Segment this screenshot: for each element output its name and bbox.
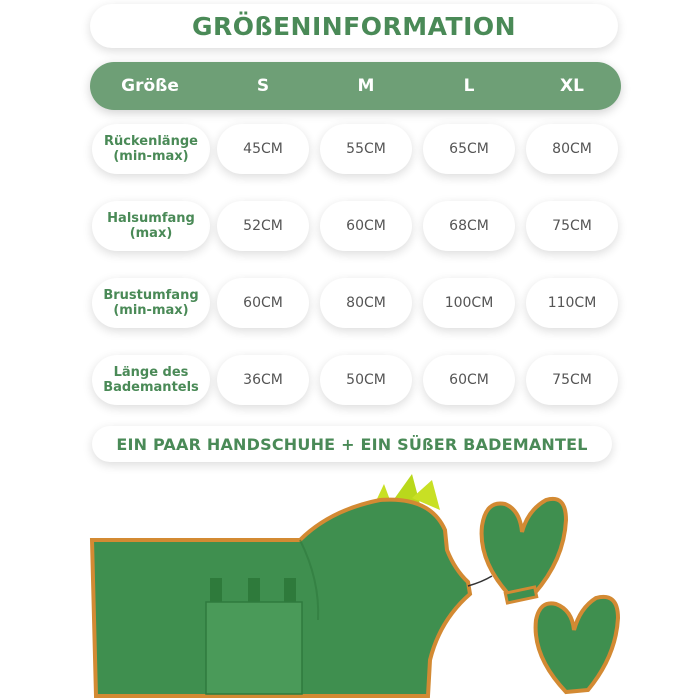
cell-value: 75CM (526, 355, 618, 405)
row-label-line2: (min-max) (113, 149, 189, 164)
cell-value: 52CM (217, 201, 309, 251)
cell-value: 80CM (320, 278, 412, 328)
cell-value: 60CM (423, 355, 515, 405)
cell-value: 60CM (217, 278, 309, 328)
row-label-line1: Rückenlänge (104, 134, 198, 149)
mitt-bottom (536, 597, 618, 692)
row-label-line1: Brustumfang (103, 288, 199, 303)
row-label-rueckenlaenge (92, 124, 210, 174)
row-label-brustumfang (92, 278, 210, 328)
title-pill (90, 4, 618, 48)
bundle-text: EIN PAAR HANDSCHUHE + EIN SÜßER BADEMANTEL (116, 434, 588, 454)
header-size-m: M (357, 76, 375, 96)
header-size-xl: XL (560, 76, 584, 96)
cell-value: 110CM (526, 278, 618, 328)
bundle-banner (92, 426, 612, 462)
cell-value: 68CM (423, 201, 515, 251)
header-size-l: L (463, 76, 475, 96)
cell-value: 80CM (526, 124, 618, 174)
row-label-line2: (min-max) (113, 303, 189, 318)
header-size-s: S (256, 76, 270, 96)
robe-loop (468, 576, 492, 586)
cell-value: 55CM (320, 124, 412, 174)
cell-value: 75CM (526, 201, 618, 251)
robe-pocket (206, 602, 302, 694)
row-label-laenge-bademantel (92, 355, 210, 405)
mitt-top (482, 499, 566, 598)
cell-value: 60CM (320, 201, 412, 251)
cell-value: 65CM (423, 124, 515, 174)
row-label-halsumfang (92, 201, 210, 251)
bathrobe-illustration (0, 470, 700, 700)
cell-value: 50CM (320, 355, 412, 405)
row-label-line1: Länge des (113, 365, 189, 380)
page-title: GRÖßENINFORMATION (191, 11, 517, 41)
size-header-bar (90, 62, 621, 110)
row-label-line2: Bademantels (103, 380, 199, 395)
cell-value: 36CM (217, 355, 309, 405)
row-label-line2: (max) (129, 226, 173, 241)
cell-value: 45CM (217, 124, 309, 174)
row-label-line1: Halsumfang (107, 211, 195, 226)
header-label: Größe (121, 76, 179, 96)
cell-value: 100CM (423, 278, 515, 328)
